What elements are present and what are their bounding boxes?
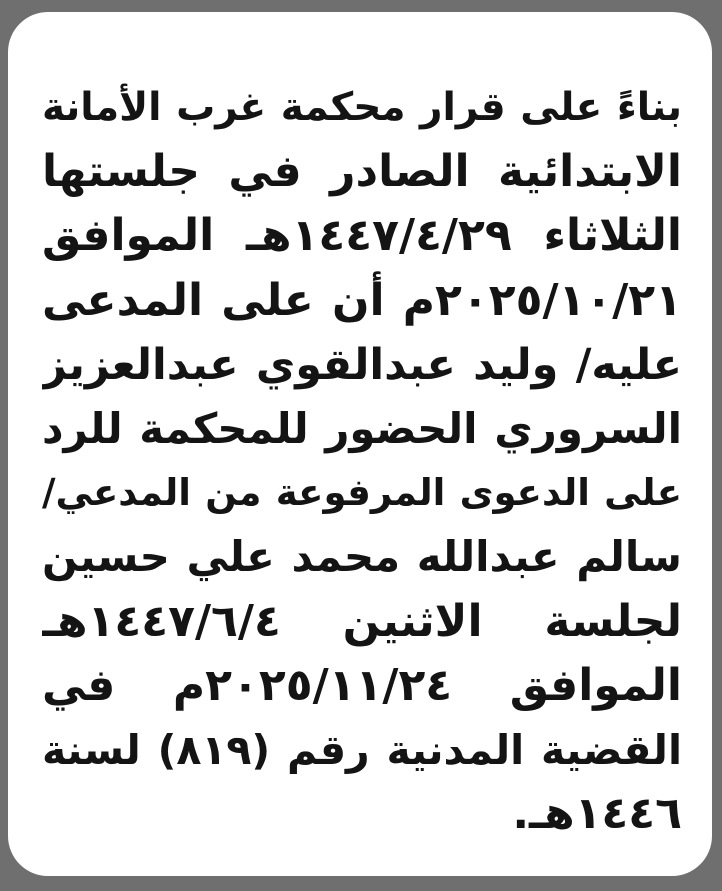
notice-line: سالم عبدالله محمد علي حسين: [42, 532, 682, 582]
notice-line: القضية المدنية رقم (٨١٩) لسنة: [42, 725, 682, 774]
notice-line: السروري الحضور للمحكمة للرد: [42, 403, 682, 453]
notice-line: الثلاثاء ١٤٤٧/٤/٢٩هـ الموافق: [42, 210, 682, 262]
court-notice-card: [8, 12, 712, 876]
notice-line: بناءً على قرار محكمة غرب الأمانة: [42, 85, 682, 130]
notice-line: عليه/ وليد عبدالقوي عبدالعزيز: [42, 339, 682, 390]
notice-line: ٢٠٢٥/١٠/٢١م أن على المدعى: [42, 274, 682, 326]
court-notice-text: [42, 76, 682, 846]
notice-line: ١٤٤٦هـ.: [512, 788, 682, 840]
notice-line: على الدعوى المرفوعة من المدعي/: [42, 471, 682, 515]
notice-line: لجلسة الاثنين ١٤٤٧/٦/٤هـ: [42, 595, 682, 647]
notice-line: الموافق ٢٠٢٥/١١/٢٤م في: [42, 659, 682, 711]
notice-line: الابتدائية الصادر في جلستها: [42, 146, 682, 198]
